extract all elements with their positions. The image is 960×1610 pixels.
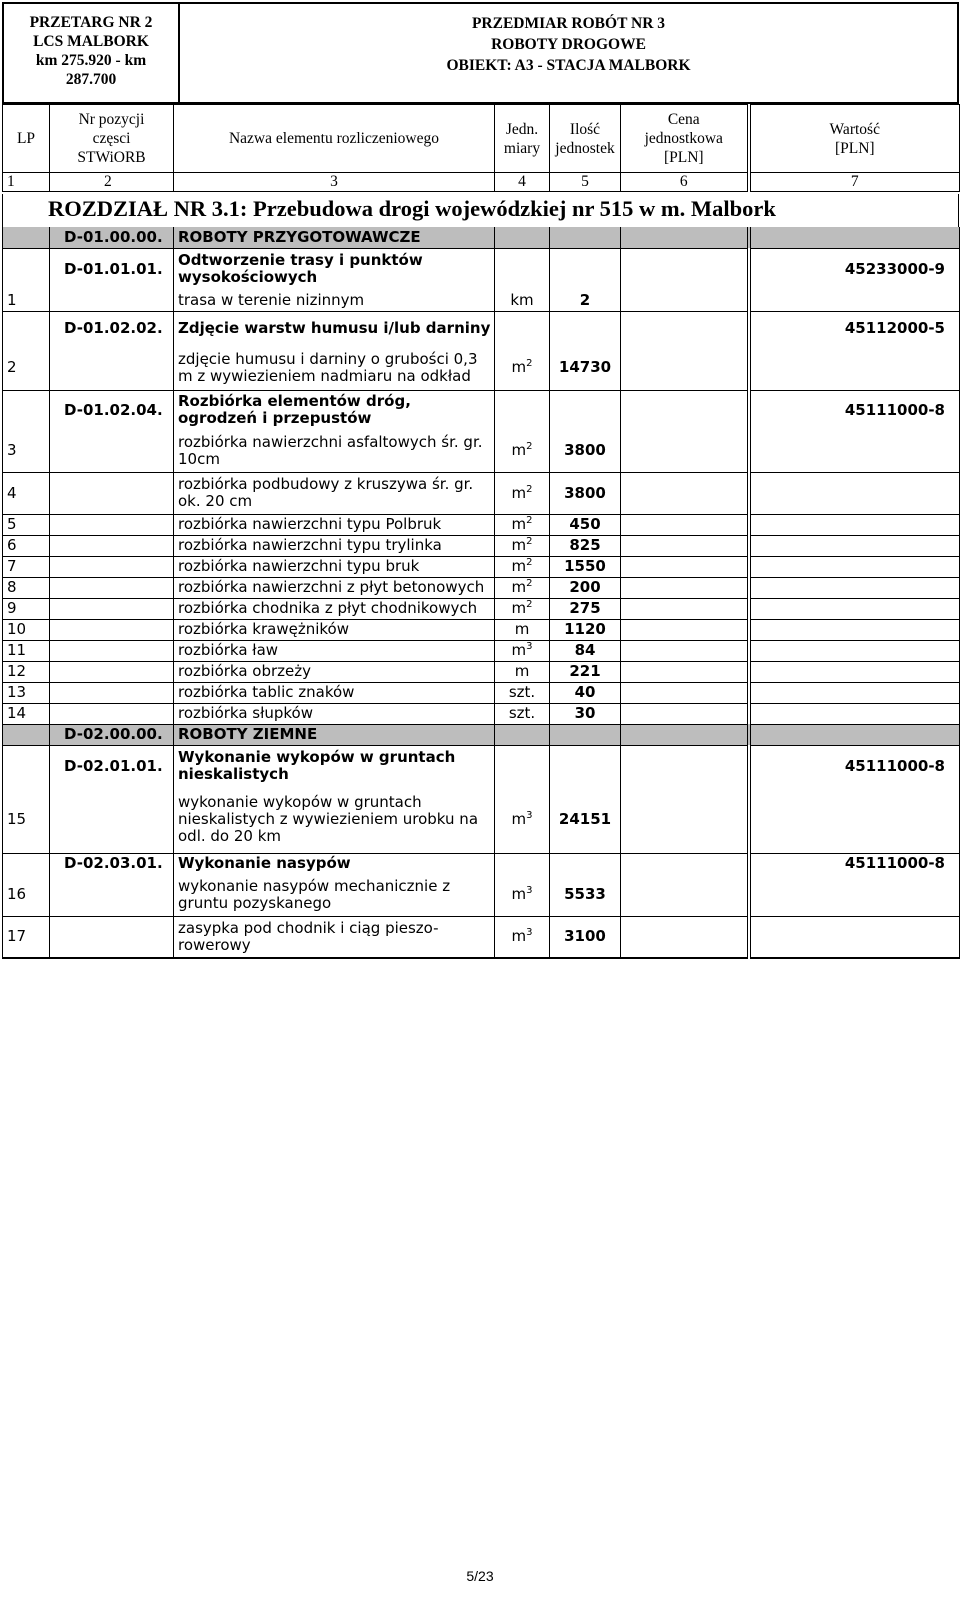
row-value (749, 598, 960, 619)
row-lp: 7 (3, 556, 50, 577)
row-code (50, 703, 174, 724)
row-code (50, 514, 174, 535)
row-lp (3, 745, 50, 787)
cost-estimate-table (2, 227, 960, 959)
row-price (621, 248, 749, 290)
unit-exponent: 2 (526, 515, 533, 526)
row-price (621, 640, 749, 661)
row-name: rozbiórka nawierzchni typu Polbruk (174, 514, 495, 535)
group-row (3, 724, 960, 745)
row-qty (550, 227, 621, 248)
row-code (50, 472, 174, 514)
row-value (749, 661, 960, 682)
row-qty: 24151 (550, 787, 621, 853)
row-value (749, 640, 960, 661)
table-row (3, 661, 960, 682)
row-code: D-02.03.01. (50, 853, 174, 874)
row-value (749, 472, 960, 514)
table-row (3, 619, 960, 640)
row-price (621, 703, 749, 724)
row-lp (3, 853, 50, 874)
unit-exponent: 3 (526, 810, 533, 822)
unit-label: m (511, 927, 527, 946)
row-price (621, 598, 749, 619)
table-row (3, 787, 960, 853)
tender-line: km 275.920 - km (35, 52, 147, 69)
unit-exponent: 2 (526, 441, 533, 453)
tender-line: LCS MALBORK (33, 33, 149, 50)
row-name: wykonanie nasypów mechanicznie z gruntu pozyskanego (174, 874, 495, 916)
row-code (50, 290, 174, 311)
row-unit (495, 346, 550, 390)
title-line: ROBOTY DROGOWE (491, 36, 646, 53)
unit-exponent: 2 (526, 557, 533, 568)
unit-label: m (511, 599, 527, 617)
row-name: Odtworzenie trasy i punktów wysokościowych (174, 248, 495, 290)
row-unit (495, 745, 550, 787)
col-number: 7 (749, 173, 960, 192)
row-lp: 15 (3, 787, 50, 853)
row-price (621, 577, 749, 598)
row-lp: 11 (3, 640, 50, 661)
row-name: rozbiórka ław (174, 640, 495, 661)
row-code (50, 556, 174, 577)
row-price (621, 619, 749, 640)
row-price (621, 853, 749, 874)
row-lp (3, 724, 50, 745)
row-unit (495, 535, 550, 556)
row-code (50, 430, 174, 472)
row-code (50, 874, 174, 916)
unit-exponent: 2 (526, 599, 533, 610)
row-price (621, 874, 749, 916)
row-price (621, 390, 749, 430)
unit-label: m (511, 441, 527, 460)
row-code (50, 598, 174, 619)
row-code (50, 916, 174, 958)
unit-label: km (510, 290, 534, 309)
row-unit (495, 724, 550, 745)
row-qty (550, 311, 621, 346)
group-row (3, 227, 960, 248)
row-name: rozbiórka chodnika z płyt chodnikowych (174, 598, 495, 619)
row-code (50, 535, 174, 556)
row-qty: 200 (550, 577, 621, 598)
row-lp (3, 390, 50, 430)
row-unit (495, 556, 550, 577)
row-code (50, 346, 174, 390)
col-lp: LP (3, 105, 50, 173)
cpv-code: 45112000-5 (749, 311, 960, 346)
row-value (749, 874, 960, 916)
table-row (3, 535, 960, 556)
row-qty: 5533 (550, 874, 621, 916)
unit-exponent: 3 (526, 885, 533, 897)
title-line: PRZEDMIAR ROBÓT NR 3 (471, 15, 666, 32)
row-name: rozbiórka nawierzchni z płyt betonowych (174, 577, 495, 598)
row-value (749, 682, 960, 703)
unit-label: szt. (508, 704, 536, 722)
row-price (621, 535, 749, 556)
row-price (621, 311, 749, 346)
row-unit (495, 472, 550, 514)
cpv-code: 45111000-8 (749, 853, 960, 874)
row-unit (495, 787, 550, 853)
table-row (3, 346, 960, 390)
cpv-code: 45233000-9 (749, 248, 960, 290)
row-value (749, 703, 960, 724)
row-name: rozbiórka obrzeży (174, 661, 495, 682)
row-value (749, 577, 960, 598)
row-qty (550, 248, 621, 290)
row-name: ROBOTY ZIEMNE (174, 724, 495, 745)
table-row (3, 514, 960, 535)
row-value (749, 535, 960, 556)
table-row (3, 640, 960, 661)
row-name: trasa w terenie nizinnym (174, 290, 495, 311)
table-row (3, 577, 960, 598)
row-value (749, 916, 960, 958)
row-name: zasypka pod chodnik i ciąg pieszo-rowerowy (174, 916, 495, 958)
row-unit (495, 390, 550, 430)
row-unit (495, 640, 550, 661)
unit-exponent: 2 (526, 536, 533, 547)
row-price (621, 556, 749, 577)
row-unit (495, 577, 550, 598)
row-code: D-01.00.00. (50, 227, 174, 248)
tender-line: 287.700 (65, 71, 117, 88)
column-header-table (2, 104, 960, 192)
unit-label: m (514, 620, 530, 638)
unit-label: m (511, 483, 527, 502)
row-code (50, 661, 174, 682)
table-row (3, 598, 960, 619)
row-value (749, 787, 960, 853)
row-code (50, 640, 174, 661)
row-name: zdjęcie humusu i darniny o grubości 0,3 m z wywiezieniem nadmiaru na odkład (174, 346, 495, 390)
row-lp: 17 (3, 916, 50, 958)
row-value (749, 724, 960, 745)
row-value (749, 430, 960, 472)
unit-exponent: 2 (526, 483, 533, 495)
row-lp: 4 (3, 472, 50, 514)
row-name: ROBOTY PRZYGOTOWAWCZE (174, 227, 495, 248)
row-qty: 14730 (550, 346, 621, 390)
col-number: 1 (3, 173, 50, 192)
unit-exponent: 2 (526, 578, 533, 589)
row-value (749, 556, 960, 577)
row-price (621, 430, 749, 472)
table-row (3, 556, 960, 577)
cpv-code: 45111000-8 (749, 745, 960, 787)
row-code (50, 577, 174, 598)
cpv-code: 45111000-8 (749, 390, 960, 430)
row-lp: 16 (3, 874, 50, 916)
tender-line: PRZETARG NR 2 (29, 14, 153, 31)
title-line: OBIEKT: A3 - STACJA MALBORK (446, 57, 691, 74)
row-lp: 2 (3, 346, 50, 390)
row-lp: 5 (3, 514, 50, 535)
row-lp: 6 (3, 535, 50, 556)
row-qty: 825 (550, 535, 621, 556)
unit-exponent: 3 (526, 927, 533, 939)
row-lp: 12 (3, 661, 50, 682)
row-code: D-02.00.00. (50, 724, 174, 745)
col-number: 4 (495, 173, 550, 192)
col-value: Wartość [PLN] (749, 105, 960, 173)
unit-label: m (511, 885, 527, 904)
row-qty: 2 (550, 290, 621, 311)
section-title: ROZDZIAŁ NR 3.1: Przebudowa drogi wojewódzkiej nr 515 w m. Malbork (2, 194, 959, 227)
row-value (749, 227, 960, 248)
row-price (621, 227, 749, 248)
row-name: rozbiórka tablic znaków (174, 682, 495, 703)
row-name: rozbiórka nawierzchni typu trylinka (174, 535, 495, 556)
row-price (621, 661, 749, 682)
table-row (3, 874, 960, 916)
unit-label: m (511, 641, 527, 659)
row-price (621, 787, 749, 853)
unit-label: m (511, 810, 527, 829)
row-code: D-01.01.01. (50, 248, 174, 290)
table-row (3, 430, 960, 472)
unit-label: m (511, 557, 527, 575)
subsection-row (3, 311, 960, 346)
subsection-row (3, 745, 960, 787)
row-qty (550, 390, 621, 430)
row-unit (495, 703, 550, 724)
row-name: rozbiórka słupków (174, 703, 495, 724)
col-number: 6 (621, 173, 749, 192)
table-row (3, 290, 960, 311)
row-unit (495, 514, 550, 535)
col-name: Nazwa elementu rozliczeniowego (174, 105, 495, 173)
col-number: 2 (50, 173, 174, 192)
row-lp: 8 (3, 577, 50, 598)
unit-label: szt. (508, 683, 536, 701)
row-qty: 275 (550, 598, 621, 619)
row-code (50, 787, 174, 853)
row-unit (495, 874, 550, 916)
unit-label: m (511, 515, 527, 533)
row-value (749, 290, 960, 311)
col-code: Nr pozycji częsci STWiORB (50, 105, 174, 173)
row-unit (495, 853, 550, 874)
row-unit (495, 290, 550, 311)
row-unit (495, 682, 550, 703)
subsection-row (3, 390, 960, 430)
row-unit (495, 248, 550, 290)
row-qty (550, 853, 621, 874)
row-lp: 1 (3, 290, 50, 311)
row-name: rozbiórka nawierzchni asfaltowych śr. gr. 10cm (174, 430, 495, 472)
row-unit (495, 661, 550, 682)
table-row (3, 682, 960, 703)
row-lp: 3 (3, 430, 50, 472)
row-price (621, 514, 749, 535)
row-lp: 9 (3, 598, 50, 619)
row-unit (495, 598, 550, 619)
subsection-row (3, 248, 960, 290)
unit-label: m (511, 536, 527, 554)
row-name: Zdjęcie warstw humusu i/lub darniny (174, 311, 495, 346)
row-lp: 14 (3, 703, 50, 724)
subsection-row (3, 853, 960, 874)
row-price (621, 916, 749, 958)
row-lp (3, 248, 50, 290)
col-number: 5 (550, 173, 621, 192)
unit-label: m (511, 358, 527, 377)
table-row (3, 472, 960, 514)
table-row (3, 703, 960, 724)
row-value (749, 346, 960, 390)
row-code: D-01.02.02. (50, 311, 174, 346)
col-price: Cena jednostkowa [PLN] (621, 105, 749, 173)
unit-exponent: 3 (526, 641, 533, 652)
col-unit: Jedn. miary (495, 105, 550, 173)
row-price (621, 724, 749, 745)
row-qty: 1550 (550, 556, 621, 577)
row-price (621, 290, 749, 311)
row-unit (495, 619, 550, 640)
row-qty (550, 724, 621, 745)
row-code (50, 619, 174, 640)
row-qty: 3100 (550, 916, 621, 958)
col-number: 3 (174, 173, 495, 192)
row-qty: 450 (550, 514, 621, 535)
row-unit (495, 227, 550, 248)
row-price (621, 745, 749, 787)
row-price (621, 682, 749, 703)
row-qty: 3800 (550, 472, 621, 514)
row-name: Wykonanie wykopów w gruntach nieskalistych (174, 745, 495, 787)
row-name: Rozbiórka elementów dróg, ogrodzeń i przepustów (174, 390, 495, 430)
row-qty: 40 (550, 682, 621, 703)
row-value (749, 514, 960, 535)
unit-exponent: 2 (526, 358, 533, 370)
unit-label: m (514, 662, 530, 680)
row-code: D-02.01.01. (50, 745, 174, 787)
row-qty: 30 (550, 703, 621, 724)
row-lp (3, 227, 50, 248)
row-qty (550, 745, 621, 787)
document-title (178, 2, 959, 104)
row-name: wykonanie wykopów w gruntach nieskalistych z wywiezieniem urobku na odl. do 20 km (174, 787, 495, 853)
row-price (621, 346, 749, 390)
row-unit (495, 916, 550, 958)
row-unit (495, 311, 550, 346)
col-qty: Ilość jednostek (550, 105, 621, 173)
row-value (749, 619, 960, 640)
row-qty: 1120 (550, 619, 621, 640)
row-name: rozbiórka krawężników (174, 619, 495, 640)
row-unit (495, 430, 550, 472)
row-lp: 10 (3, 619, 50, 640)
unit-label: m (511, 578, 527, 596)
row-price (621, 472, 749, 514)
row-name: rozbiórka nawierzchni typu bruk (174, 556, 495, 577)
row-name: Wykonanie nasypów (174, 853, 495, 874)
table-row (3, 916, 960, 958)
row-code (50, 682, 174, 703)
row-qty: 3800 (550, 430, 621, 472)
row-name: rozbiórka podbudowy z kruszywa śr. gr. ok. 20 cm (174, 472, 495, 514)
page-number: 5/23 (466, 1568, 494, 1584)
row-lp: 13 (3, 682, 50, 703)
row-qty: 221 (550, 661, 621, 682)
tender-header (2, 2, 178, 104)
row-code: D-01.02.04. (50, 390, 174, 430)
row-lp (3, 311, 50, 346)
row-qty: 84 (550, 640, 621, 661)
